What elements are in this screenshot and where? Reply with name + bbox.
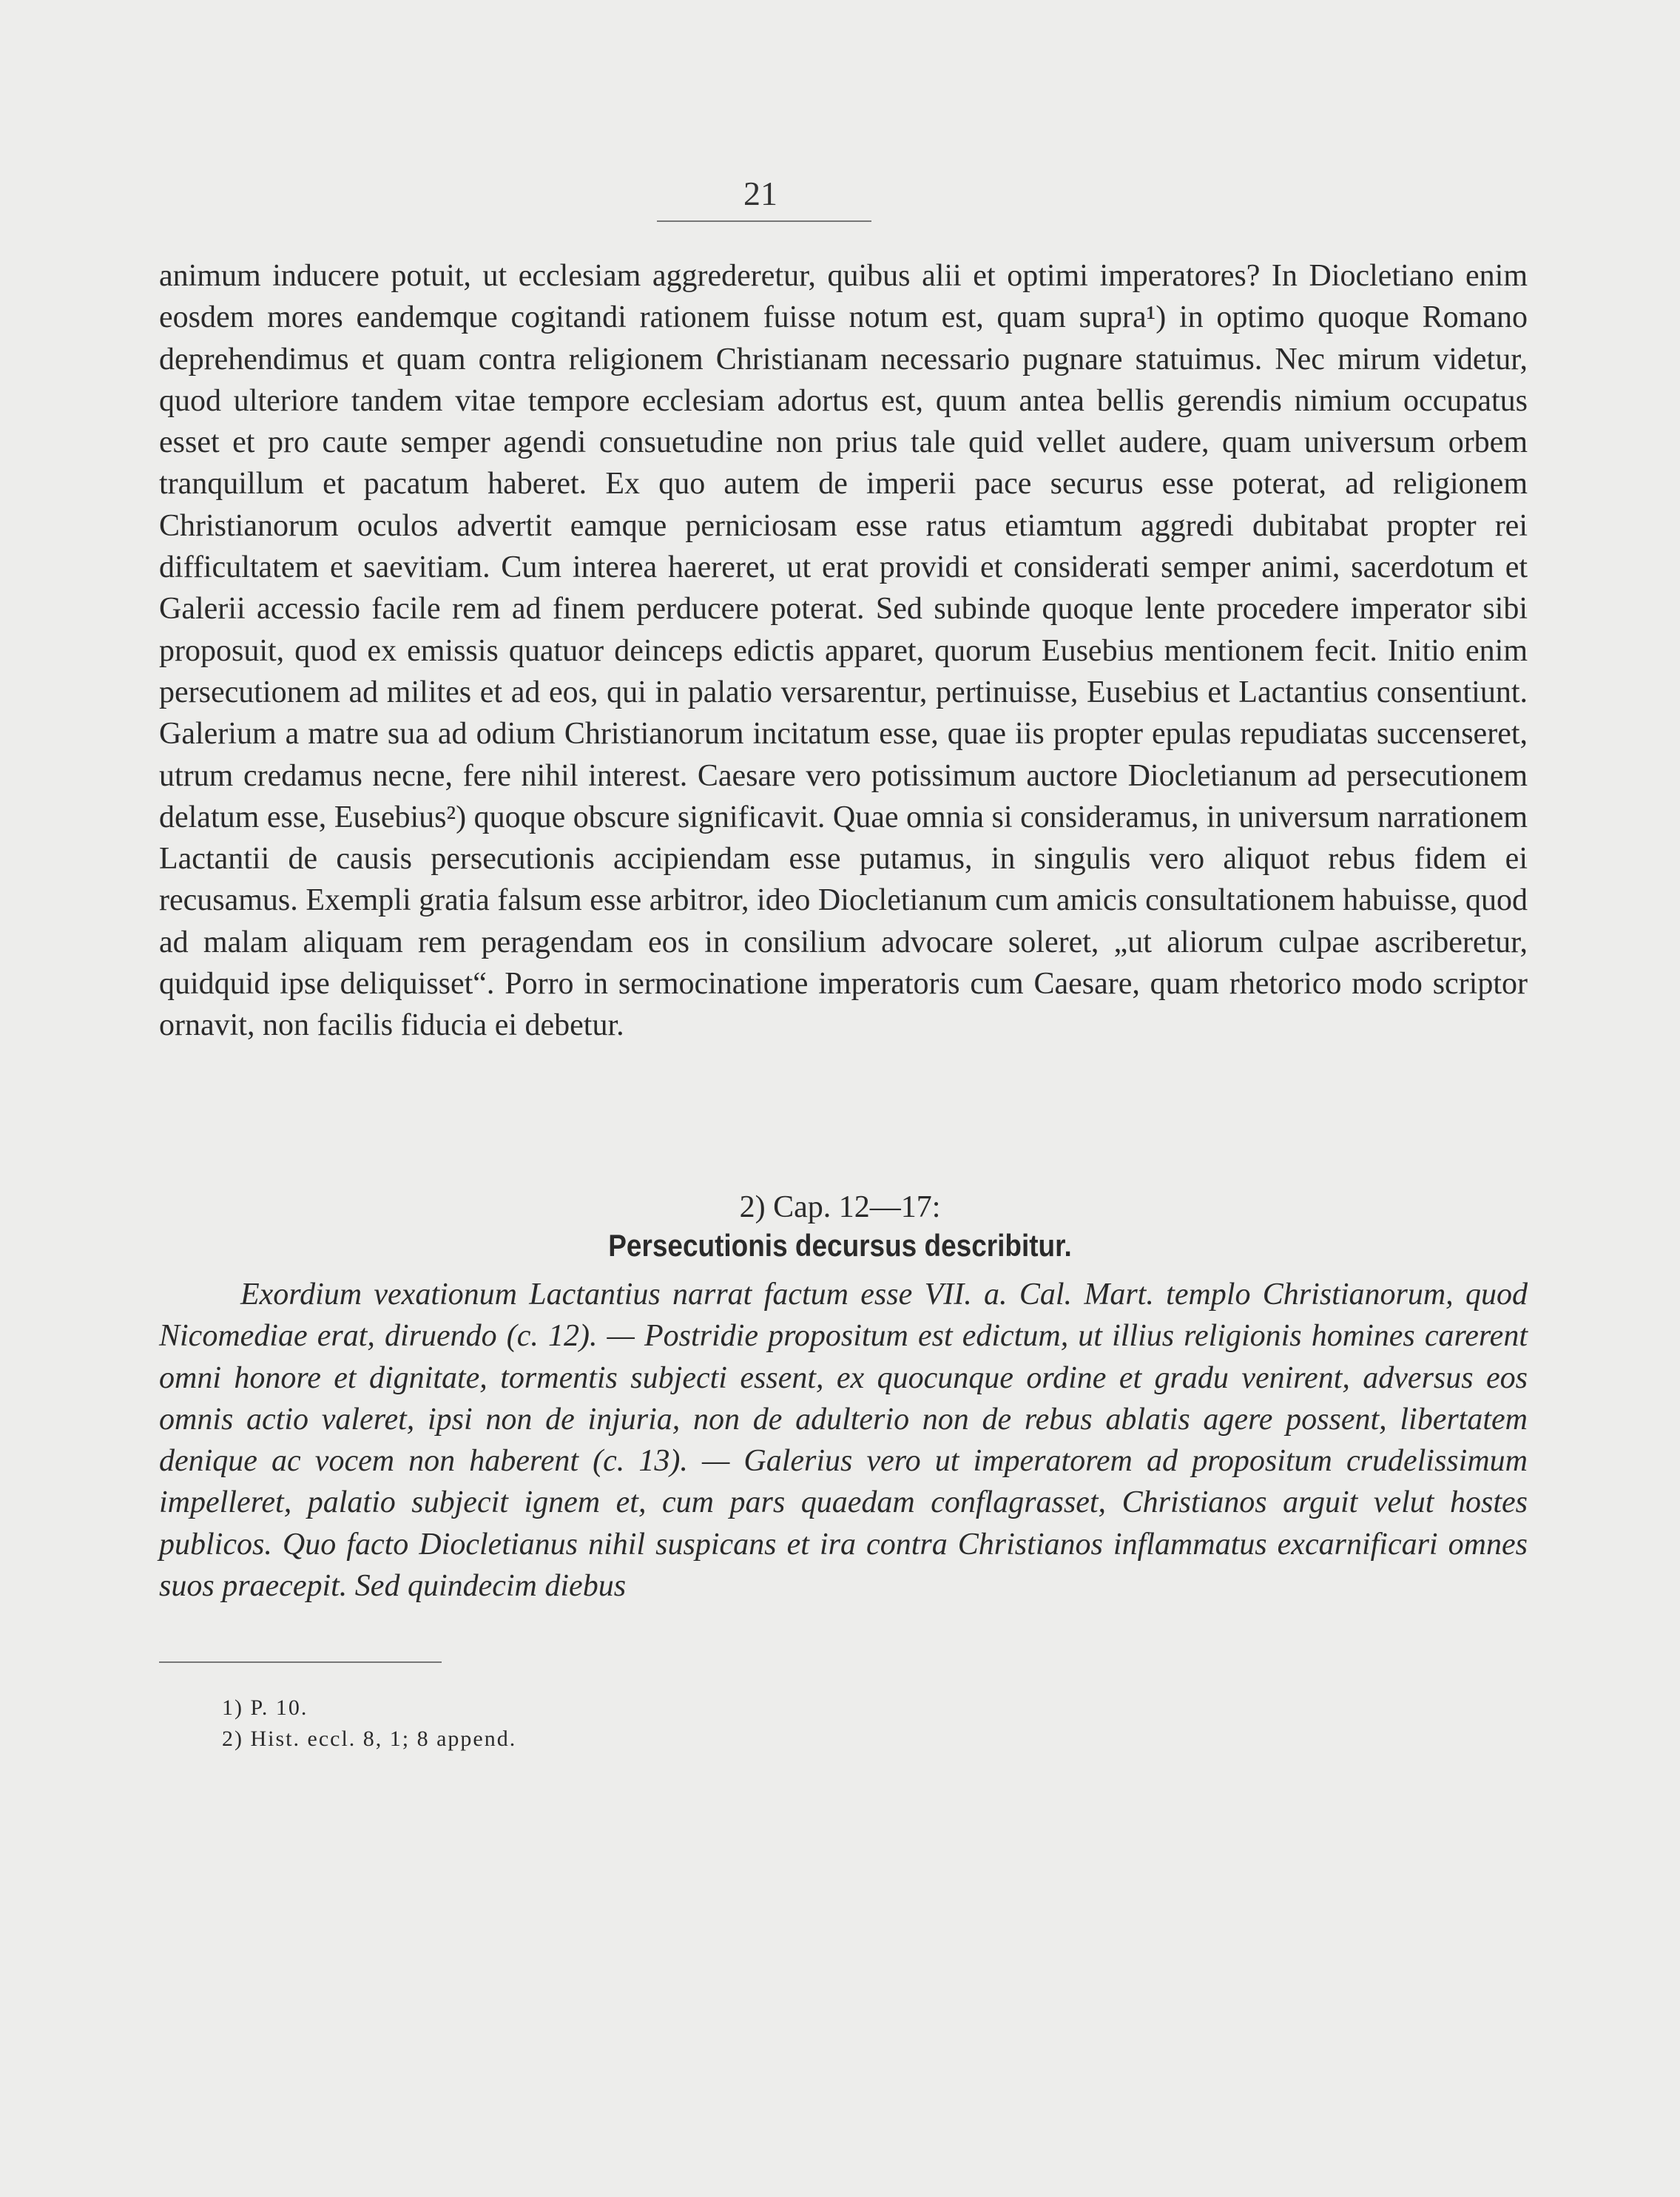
body-paragraph: animum inducere potuit, ut ecclesiam aggrederetur, quibus alii et optimi imperatores? In Diocletiano enim eosdem mores eandemque cogitandi rationem fuisse notum est, quam supra¹) in optimo quoque Romano deprehendimus et quam contra religionem Christianam necessario pugnare statuimus. Nec mirum videtur, quod ulteriore tandem vitae tempore ecclesiam adortus est, quum antea bellis gerendis nimium occupatus esset et pro caute semper agendi consuetudine non prius tale quid vellet audere, quam universum orbem tranquillum et pacatum haberet. Ex quo autem de imperii pace securus esse poterat, ad religionem Christianorum oculos advertit eamque perniciosam esse ratus etiamtum aggredi dubitabat propter rei difficultatem et saevitiam. Cum interea haereret, ut erat providi et considerati semper animi, sacerdotum et Galerii accessio facile rem ad finem perducere poterat. Sed subinde quoque lente procedere imperator sibi proposuit, quod ex emissis quatuor deinceps edictis apparet, quorum Eusebius mentionem fecit. Initio enim persecutionem ad milites et ad eos, qui in palatio versarentur, pertinuisse, Eusebius et Lactantius consentiunt. Galerium a matre sua ad odium Christianorum incitatum esse, quae iis propter epulas repudiatas succenseret, utrum credamus necne, fere nihil interest. Caesare vero potissimum auctore Diocletianum ad persecutionem delatum esse, Eusebius²) quoque obscure significavit. Quae omnia si consideramus, in universum narrationem Lactantii de causis persecutionis accipiendam esse putamus, in singulis vero aliquot rebus fidem ei recusamus. Exempli gratia falsum esse arbitror, ideo Diocletianum cum amicis consultationem habuisse, quod ad malam aliquam rem peragendam eos in consilium advocare soleret, „ut aliorum culpae ascriberetur, quidquid ipse deliquisset“. Porro in sermocinatione imperatoris cum Caesare, quam rhetorico modo scriptor ornavit, non facilis fiducia ei debetur.: [159, 259, 1528, 1043]
footnotes: [222, 1693, 516, 1755]
italic-paragraph: Exordium vexationum Lactantius narrat factum esse VII. a. Cal. Mart. templo Christianorum, quod Nicomediae erat, diruendo (c. 12). — Postridie propositum est edictum, ut illius religionis homines carerent omni honore et dignitate, tormentis subjecti essent, ex quocunque ordine et gradu venirent, adversus eos omnis actio valeret, ipsi non de injuria, non de adulterio non de rebus ablatis agere possent, libertatem denique ac vocem non haberent (c. 13). — Galerius vero ut imperatorem ad propositum crudelissimum impelleret, palatio subjecit ignem et, cum pars quaedam conflagrasset, Christianos arguit velut hostes publicos. Quo facto Diocletianus nihil suspicans et ira contra Christianos inflammatus excarnificari omnes suos praecepit. Sed quindecim diebus: [159, 1278, 1528, 1604]
footnote-2: 2) Hist. eccl. 8, 1; 8 append.: [222, 1727, 517, 1751]
footnote-rule: [159, 1661, 442, 1663]
footnote-1: 1) P. 10.: [222, 1695, 308, 1720]
page-number: 21: [743, 175, 777, 212]
body-paragraph-block: [159, 255, 1528, 1047]
section-title: Persecutionis decursus describitur.: [608, 1228, 1072, 1263]
page-number-rule: [657, 220, 871, 222]
section-number: 2) Cap. 12—17:: [739, 1190, 941, 1224]
italic-paragraph-block: [159, 1274, 1528, 1607]
